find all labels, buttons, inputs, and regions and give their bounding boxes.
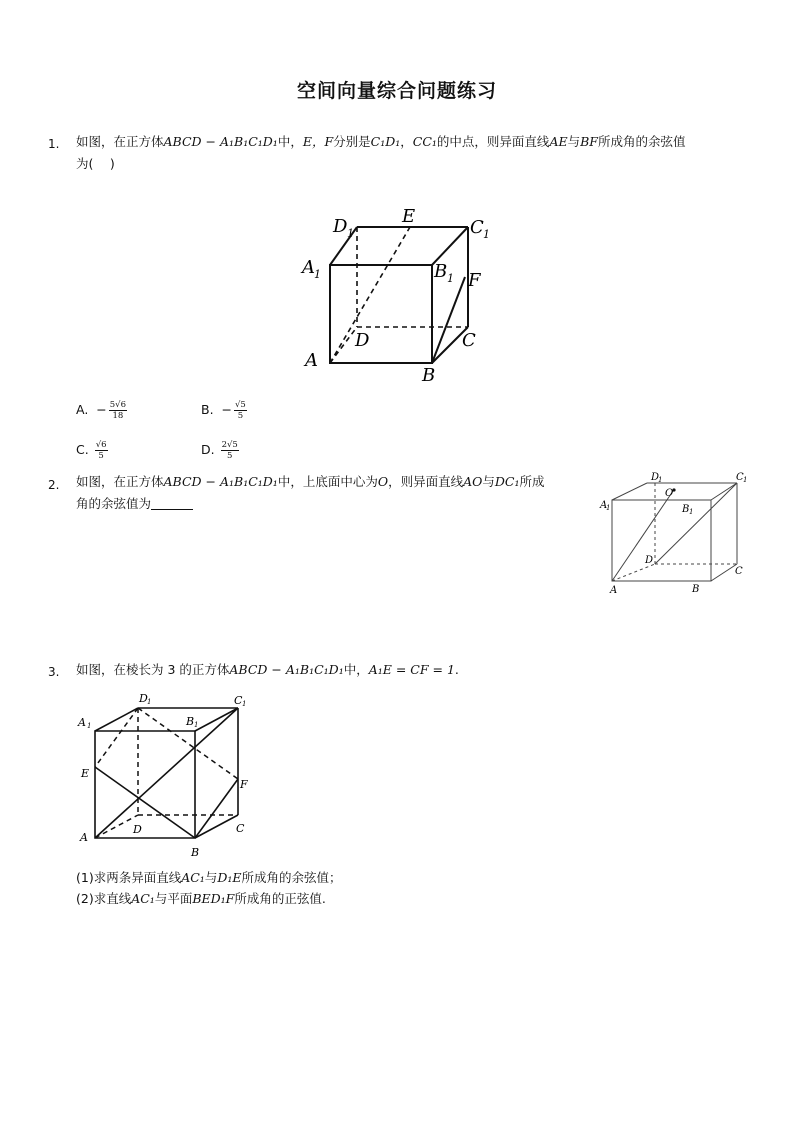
question-3-number: 3. <box>48 665 60 679</box>
page-title: 空间向量综合问题练习 <box>296 80 497 102</box>
label-A1: A <box>600 500 608 511</box>
svg-text:1: 1 <box>347 227 354 240</box>
label-D: D <box>133 823 142 836</box>
label-E: E <box>81 767 90 780</box>
svg-text:1: 1 <box>194 721 199 729</box>
label-E: E <box>402 206 416 227</box>
label-D: D <box>645 555 654 566</box>
label-C1: C <box>234 694 243 707</box>
label-B1: B <box>186 715 195 728</box>
label-C: C <box>462 330 476 351</box>
question-1-number: 1. <box>48 137 60 151</box>
svg-text:1: 1 <box>147 698 152 706</box>
label-F: F <box>240 778 248 791</box>
question-3-part-1: (1)求两条异面直线AC₁与D₁E所成角的余弦值； <box>76 870 342 885</box>
label-D1: D <box>139 692 148 705</box>
label-O: O <box>665 488 674 499</box>
label-B: B <box>692 584 700 595</box>
svg-text:1: 1 <box>483 228 490 241</box>
svg-text:1: 1 <box>606 504 611 512</box>
svg-text:1: 1 <box>689 508 694 516</box>
label-B1: B <box>434 261 448 282</box>
question-2-number: 2. <box>48 478 60 492</box>
question-1-text: 如图，在正方体ABCD − A₁B₁C₁D₁中，E，F分别是C₁D₁，CC₁的中点，则异面直线AE与BF所成角的余弦值 为( ) <box>76 134 686 171</box>
label-C: C <box>236 822 245 835</box>
label-F: F <box>468 270 481 291</box>
label-B1: B <box>682 504 690 515</box>
answer-blank[interactable] <box>151 495 193 510</box>
svg-text:1: 1 <box>658 476 663 484</box>
svg-text:1: 1 <box>314 268 321 281</box>
label-A: A <box>610 585 618 596</box>
label-C1: C <box>736 472 744 483</box>
label-D1: D <box>333 216 348 237</box>
option-c: C. $\frac{√6}{5}$ <box>76 440 107 461</box>
question-2-text: 如图，在正方体ABCD − A₁B₁C₁D₁中，上底面中心为O，则异面直线AO与DC₁所成 角的余弦值为 <box>76 474 545 511</box>
label-A: A <box>305 350 318 371</box>
option-d: D. $\frac{2√5}{5}$ <box>201 440 238 461</box>
svg-text:1: 1 <box>447 272 454 285</box>
svg-text:1: 1 <box>743 476 748 484</box>
q1-cube-figure <box>295 200 495 390</box>
label-A1: A <box>302 257 315 278</box>
option-a: A. − $\frac{5√6}{18}$ <box>76 400 126 421</box>
q3-cube-figure <box>72 688 262 860</box>
label-D: D <box>355 330 370 351</box>
label-B: B <box>422 365 436 386</box>
label-D1: D <box>651 472 660 483</box>
label-C1: C <box>470 217 484 238</box>
label-A1: A <box>78 716 86 729</box>
option-b: B. − $\frac{√5}{5}$ <box>201 400 246 421</box>
q2-cube-figure <box>598 468 748 598</box>
label-C: C <box>735 566 743 577</box>
question-3-part-2: (2)求直线AC₁与平面BED₁F所成角的正弦值. <box>76 891 326 906</box>
label-A: A <box>80 831 88 844</box>
question-3-text: 如图，在棱长为 3 的正方体ABCD − A₁B₁C₁D₁中，A₁E = CF = 1. <box>76 662 459 677</box>
svg-text:1: 1 <box>242 700 247 708</box>
svg-text:1: 1 <box>87 722 92 730</box>
label-B: B <box>191 846 200 859</box>
